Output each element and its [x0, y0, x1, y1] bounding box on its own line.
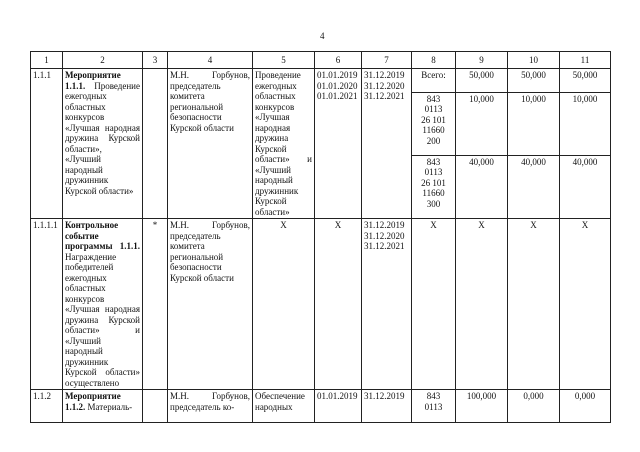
amount-2020: Х [508, 219, 560, 390]
activity-title: Мероприятие 1.1.1. [65, 70, 121, 91]
activity-cell [63, 390, 143, 423]
star-cell: * [143, 219, 168, 390]
amount-2019: 40,000 [456, 155, 508, 218]
table-row [31, 219, 611, 390]
program-table [30, 51, 611, 423]
amount-2019: 100,000 [456, 390, 508, 423]
activity-cell [63, 219, 143, 390]
budget-code: 843 0113 [412, 390, 456, 423]
result-cell: Проведение ежегодных областных конкурсов «Лучшая народная дружина Курской области» и «Лучший народный дружинник Курской области» [253, 69, 315, 219]
header-row [31, 52, 611, 69]
col-header: 2 [63, 52, 143, 69]
responsible-cell: М.Н. Горбунов, председатель комитета региональной безопасности Курской области [168, 219, 253, 390]
activity-text: Материаль- [85, 401, 133, 412]
col-header: 7 [362, 52, 412, 69]
activity-title: Мероприятие 1.1.2. [65, 391, 121, 412]
amount-2021: 0,000 [560, 390, 611, 423]
page-number: 4 [320, 31, 325, 41]
row-number: 1.1.1 [31, 69, 63, 219]
activity-title: Контрольное событие программы 1.1.1. [65, 220, 140, 251]
result-cell: Обеспечение народных [253, 390, 315, 423]
col-header: 1 [31, 52, 63, 69]
budget-code: Всего: [412, 69, 456, 93]
amount-2021: 50,000 [560, 69, 611, 93]
end-date-cell: 31.12.2019 31.12.2020 31.12.2021 [362, 69, 412, 219]
col-header: 11 [560, 52, 611, 69]
start-date-cell: 01.01.2019 [315, 390, 362, 423]
amount-2021: 40,000 [560, 155, 611, 218]
activity-text: Проведение ежегодных областных конкурсов «Лучшая народная дружина Курской области», «Лучший народный дружинник Курской области» [65, 80, 140, 196]
row-number: 1.1.1.1 [31, 219, 63, 390]
activity-text: Награждение победителей ежегодных областных конкурсов «Лучшая народная дружина Курской области» и «Лучший народный дружинник Курской области» осуществлено [65, 251, 140, 388]
star-cell [143, 390, 168, 423]
row-number: 1.1.2 [31, 390, 63, 423]
activity-cell [63, 69, 143, 219]
col-header: 9 [456, 52, 508, 69]
col-header: 3 [143, 52, 168, 69]
start-date-cell: Х [315, 219, 362, 390]
amount-2020: 10,000 [508, 92, 560, 155]
col-header: 5 [253, 52, 315, 69]
responsible-cell: М.Н. Горбунов, председатель комитета региональной безопасности Курской области [168, 69, 253, 219]
amount-2019: Х [456, 219, 508, 390]
star-cell [143, 69, 168, 219]
responsible-cell: М.Н. Горбунов, председатель ко- [168, 390, 253, 423]
table-row [31, 390, 611, 423]
budget-code: 843 0113 26 101 11660 200 [412, 92, 456, 155]
start-date-cell: 01.01.2019 01.01.2020 01.01.2021 [315, 69, 362, 219]
col-header: 4 [168, 52, 253, 69]
amount-2021: 10,000 [560, 92, 611, 155]
budget-code: 843 0113 26 101 11660 300 [412, 155, 456, 218]
table-row [31, 69, 611, 93]
end-date-cell: 31.12.2019 31.12.2020 31.12.2021 [362, 219, 412, 390]
amount-2020: 0,000 [508, 390, 560, 423]
amount-2019: 50,000 [456, 69, 508, 93]
end-date-cell: 31.12.2019 [362, 390, 412, 423]
col-header: 8 [412, 52, 456, 69]
col-header: 10 [508, 52, 560, 69]
amount-2020: 50,000 [508, 69, 560, 93]
col-header: 6 [315, 52, 362, 69]
amount-2020: 40,000 [508, 155, 560, 218]
budget-code: Х [412, 219, 456, 390]
result-cell: Х [253, 219, 315, 390]
amount-2019: 10,000 [456, 92, 508, 155]
amount-2021: Х [560, 219, 611, 390]
